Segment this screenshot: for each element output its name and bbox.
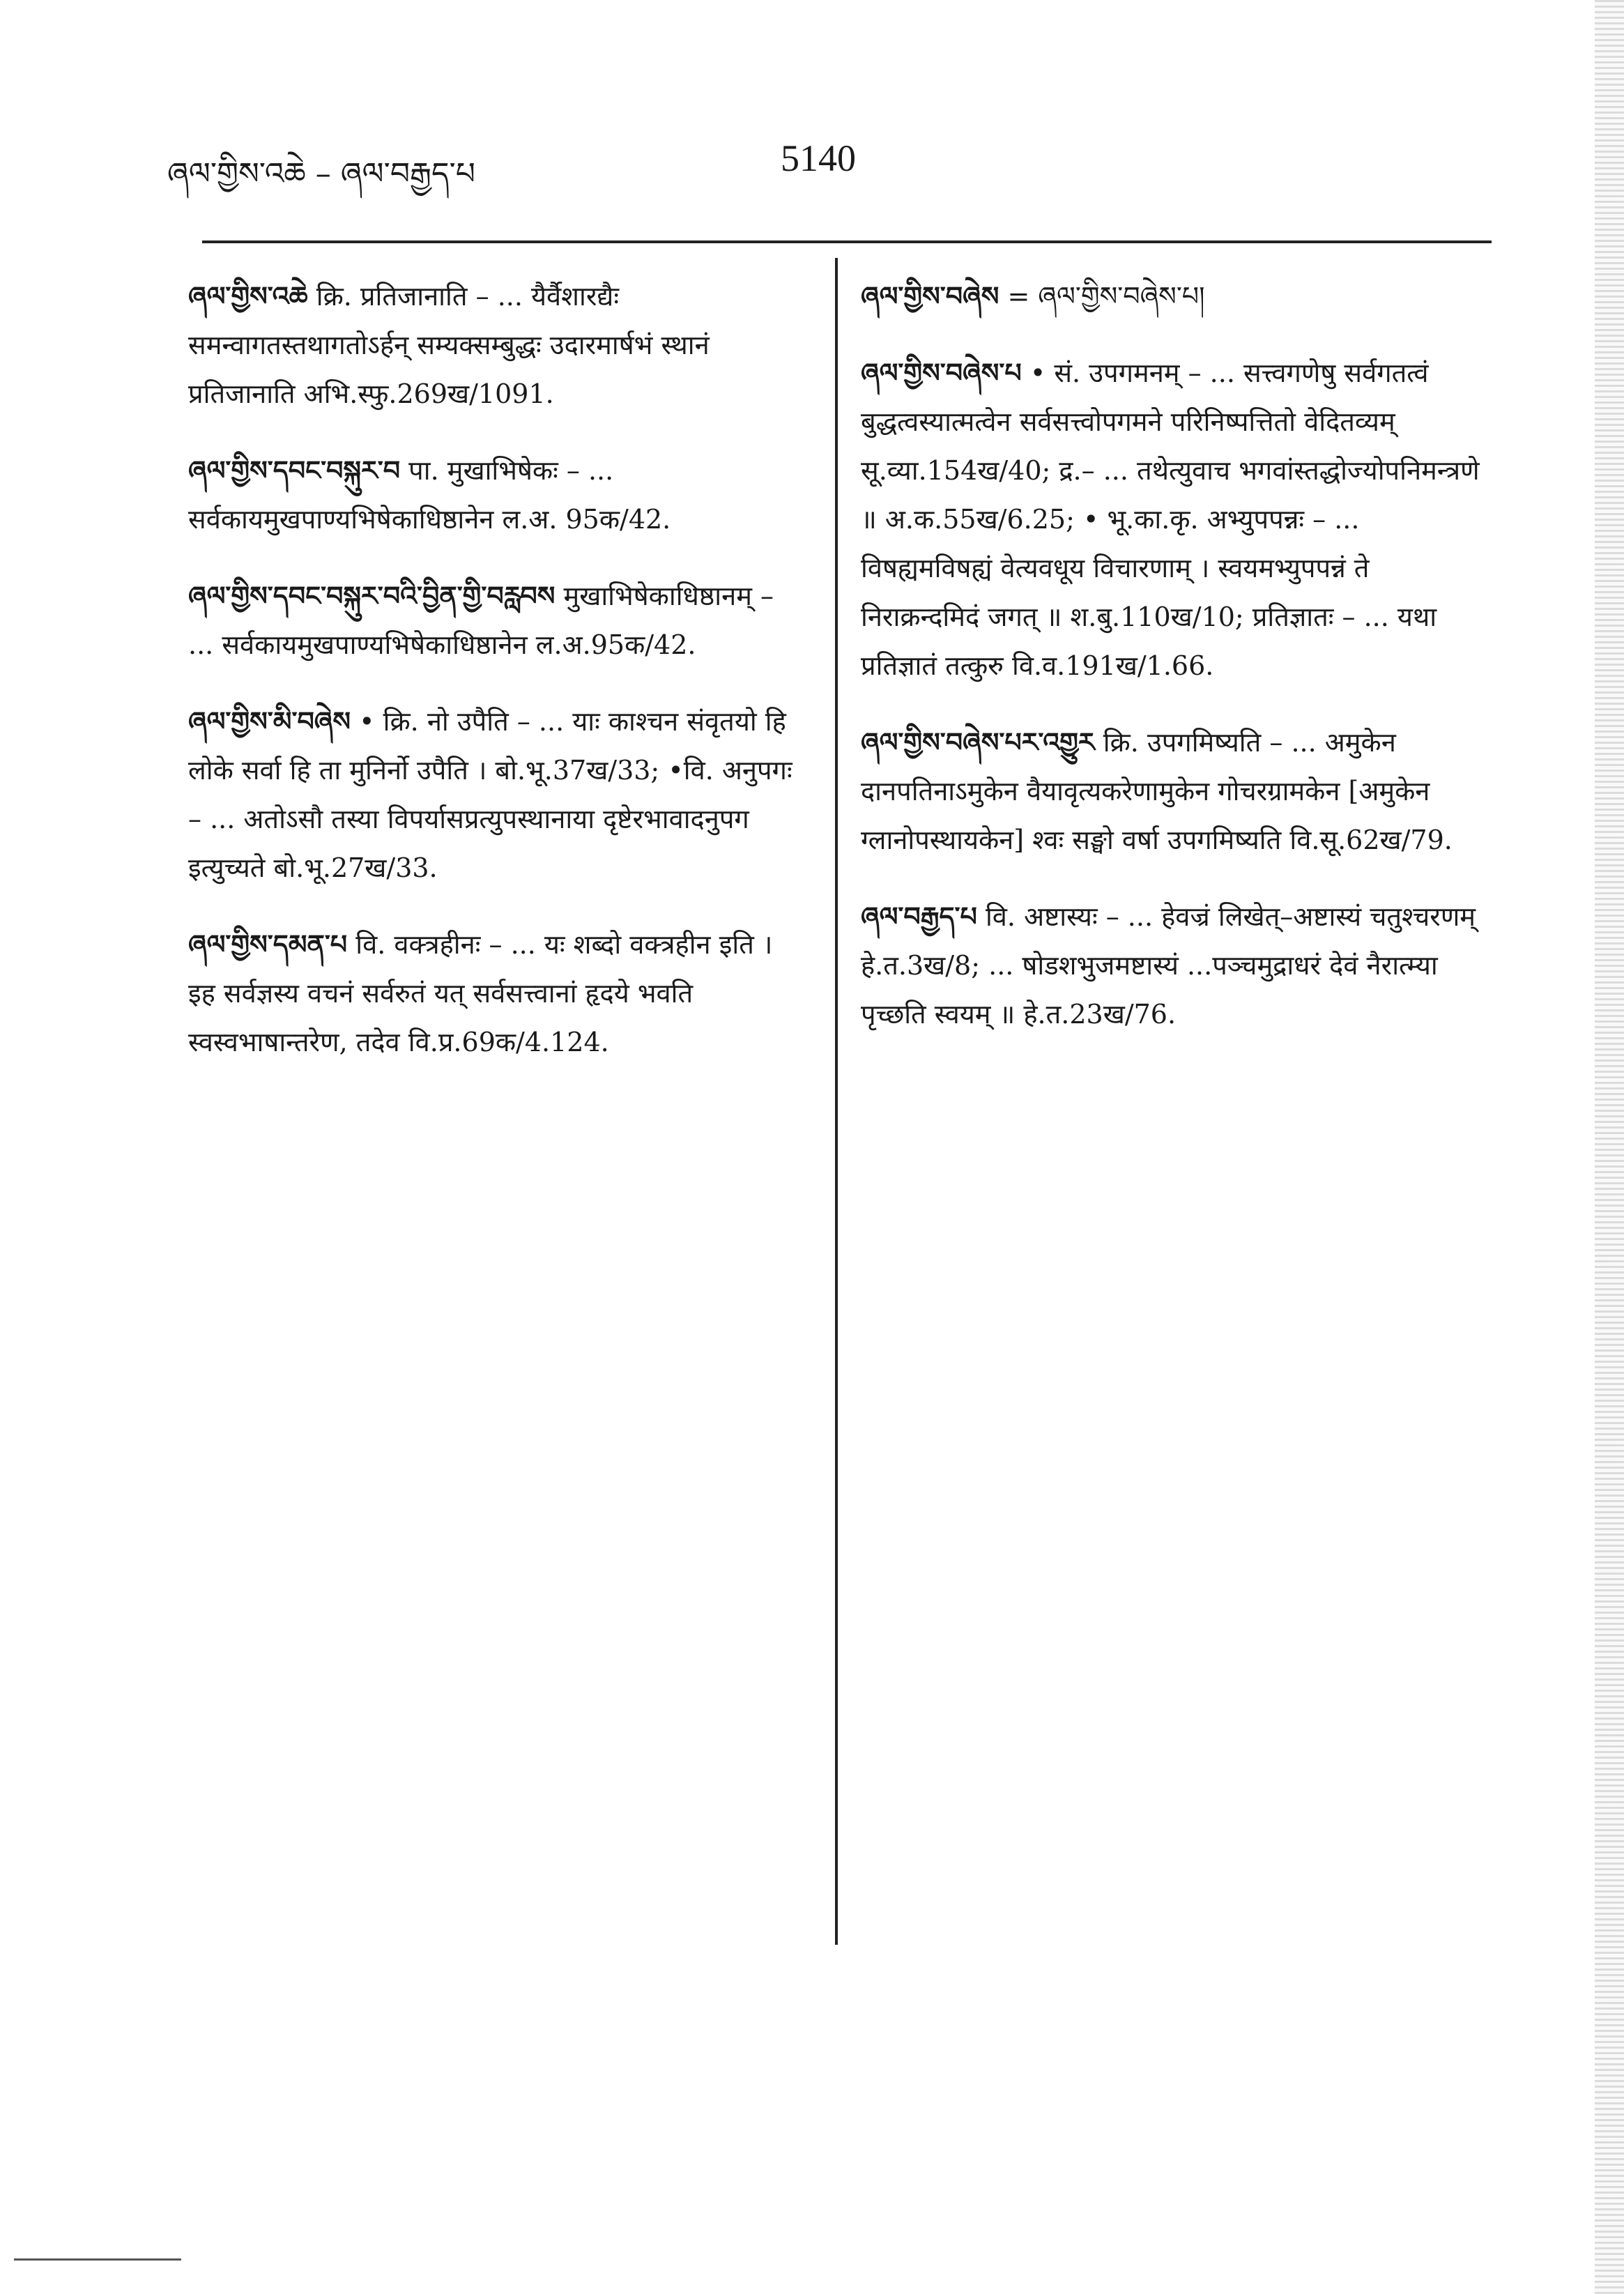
left-column bbox=[188, 272, 802, 1094]
entry-lemma: ཞལ་གྱིས་བཞེས་པར་འགྱུར bbox=[861, 726, 1095, 758]
dictionary-entry bbox=[188, 272, 802, 418]
running-head: ཞལ་གྱིས་འཆེ – ཞལ་བརྒྱད་པ bbox=[167, 156, 475, 192]
dictionary-entry bbox=[188, 572, 802, 669]
entry-lemma: ཞལ་གྱིས་དབང་བསྐུར་བའི་བྱིན་གྱི་བརླབས bbox=[188, 580, 556, 611]
dictionary-entry bbox=[861, 349, 1488, 690]
dictionary-entry bbox=[861, 718, 1488, 864]
entry-body: = ཞལ་གྱིས་བཞེས་པ། bbox=[1007, 281, 1205, 312]
scan-edge-artifact bbox=[1595, 0, 1624, 2294]
entry-body: क्रि. प्रतिजानाति – ... यैर्वैशारद्यैः समन्वागतस्तथागतोऽर्हन् सम्यक्सम्बुद्धः उदारमार्षभं स्थानं प्रतिजानाति अभि.स्फु.269ख/1091. bbox=[188, 281, 710, 409]
dictionary-entry bbox=[188, 446, 802, 544]
entry-lemma: ཞལ་གྱིས་མི་བཞེས bbox=[188, 705, 351, 737]
column-divider bbox=[835, 258, 838, 1945]
entry-body: • क्रि. नो उपैति – ... याः काश्चन संवृतयो हि लोके सर्वा हि ता मुनिर्नो उपैति । बो.भू.37ख/33; •वि. अनुपगः – ... अतोऽसौ तस्या विपर्यासप्रत्युपस्थानाया दृष्टेरभावादनुपग इत्युच्यते बो.भू.27ख/33. bbox=[188, 706, 792, 883]
page-number: 5140 bbox=[781, 137, 856, 179]
entry-body: वि. वक्त्रहीनः – ... यः शब्दो वक्त्रहीन इति । इह सर्वज्ञस्य वचनं सर्वरुतं यत् सर्वसत्त्वानां हृदये भवति स्वस्वभाषान्तरेण, तदेव वि.प्र.69क/4.124. bbox=[188, 929, 773, 1057]
entry-lemma: ཞལ་བརྒྱད་པ bbox=[861, 901, 977, 932]
entry-lemma: ཞལ་གྱིས་དམན་པ bbox=[188, 928, 348, 960]
dictionary-entry bbox=[861, 892, 1488, 1039]
dictionary-entry bbox=[188, 920, 802, 1066]
entry-body: क्रि. उपगमिष्यति – ... अमुकेन दानपतिनाऽमुकेन वैयावृत्यकरेणामुकेन गोचरग्रामकेन [अमुकेन ग्लानोपस्थायकेन] श्वः सङ्घो वर्षा उपगमिष्यति वि.सू.62ख/79. bbox=[861, 727, 1453, 855]
dictionary-entry bbox=[861, 272, 1488, 321]
scan-line-artifact bbox=[14, 2258, 181, 2261]
right-column bbox=[861, 272, 1488, 1066]
dictionary-entry bbox=[188, 697, 802, 892]
entry-body: वि. अष्टास्यः – ... हेवज्रं लिखेत्–अष्टास्यं चतुश्चरणम् हे.त.3ख/8; ... षोडशभुजमष्टास्यं ...पञ्चमुद्राधरं देवं नैरात्म्या पृच्छति स्वयम् ॥ हे.त.23ख/76. bbox=[861, 901, 1476, 1030]
entry-body: मुखाभिषेकाधिष्ठानम् – ... सर्वकायमुखपाण्यभिषेकाधिष्ठानेन ल.अ.95क/42. bbox=[188, 581, 774, 660]
entry-body: • सं. उपगमनम् – ... सत्त्वगणेषु सर्वगतत्वं बुद्धत्वस्यात्मत्वेन सर्वसत्त्वोपगमने परिनिष्पत्तितो वेदितव्यम् सू.व्या.154ख/40; द्र.– ... तथेत्युवाच भगवांस्तद्धोज्योपनिमन्त्रणे ॥ अ.क.55ख/6.25; • भू.का.कृ. अभ्युपपन्नः – ... विषह्यमविषह्यं वेत्यवधूय विचारणाम् । स्वयमभ्युपपन्नं ते निराक्रन्दमिदं जगत् ॥ श.बु.110ख/10; प्रतिज्ञातः – ... यथा प्रतिज्ञातं तत्कुरु वि.व.191ख/1.66. bbox=[861, 358, 1480, 681]
header-rule bbox=[202, 240, 1492, 243]
entry-body: पा. मुखाभिषेकः – ... सर्वकायमुखपाण्यभिषेकाधिष्ठानेन ल.अ. 95क/42. bbox=[188, 455, 671, 535]
entry-lemma: ཞལ་གྱིས་དབང་བསྐུར་བ bbox=[188, 454, 401, 486]
entry-lemma: ཞལ་གྱིས་བཞེས་པ bbox=[861, 357, 1022, 388]
entry-lemma: ཞལ་གྱིས་བཞེས bbox=[861, 280, 999, 312]
entry-lemma: ཞལ་གྱིས་འཆེ bbox=[188, 280, 308, 312]
